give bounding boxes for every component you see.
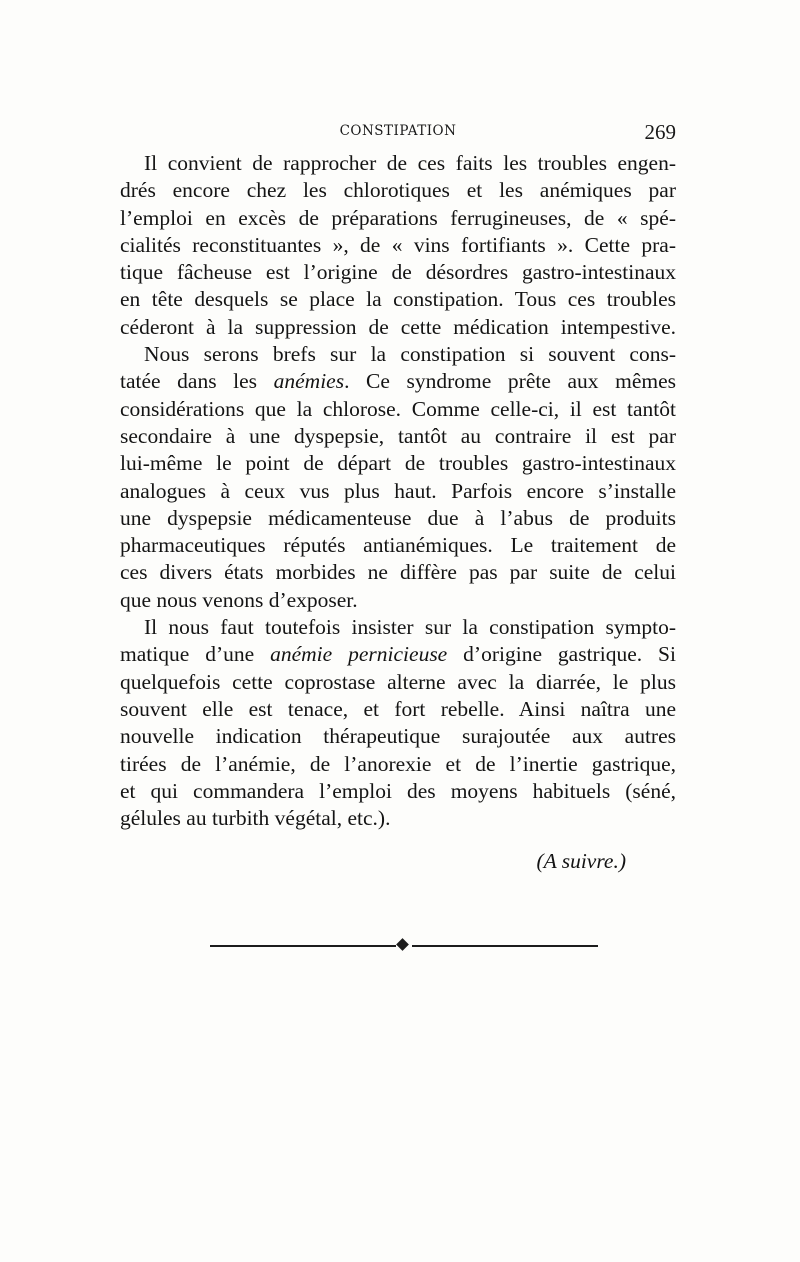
text-line: gélules au turbith végétal, etc.). <box>120 806 391 831</box>
text-run: d’origine gastrique. Si <box>447 642 676 667</box>
to-be-continued: (A suivre.) <box>536 849 626 873</box>
text-line: que nous venons d’exposer. <box>120 587 358 612</box>
paragraph-2 <box>120 341 676 614</box>
text-line: drés encore chez les chlorotiques et les anémiques par <box>120 178 676 203</box>
text-line <box>120 368 676 395</box>
text-run: . Ce syndrome prête aux mêmes <box>344 369 676 394</box>
text-line: nouvelle indication thérapeutique surajoutée aux autres <box>120 724 676 749</box>
italic-term: anémie pernicieuse <box>270 642 448 667</box>
text-line: quelquefois cette coprostase alterne avec la diarrée, le plus <box>120 669 676 694</box>
text-line: une dyspepsie médicamenteuse due à l’abus de produits <box>120 505 676 530</box>
text-line: souvent elle est tenace, et fort rebelle. Ainsi naîtra une <box>120 696 676 721</box>
text-line <box>120 641 676 668</box>
text-line: secondaire à une dyspepsie, tantôt au contraire il est par <box>120 423 676 448</box>
text-line: tique fâcheuse est l’origine de désordres gastro-intestinaux <box>120 260 676 285</box>
page-number: 269 <box>644 120 676 144</box>
text-line: ces divers états morbides ne diffère pas par suite de celui <box>120 560 676 585</box>
text-line: considérations que la chlorose. Comme celle-ci, il est tantôt <box>120 396 676 421</box>
text-run: matique d’une <box>120 642 271 667</box>
paragraph-3 <box>120 614 676 832</box>
diamond-icon <box>396 938 409 951</box>
text-line: analogues à ceux vus plus haut. Parfois encore s’installe <box>120 478 676 503</box>
running-title: CONSTIPATION <box>339 123 457 139</box>
paragraph-1 <box>120 150 676 341</box>
italic-term: anémies <box>273 369 345 394</box>
text-line: cialités reconstituantes », de « vins fortifiants ». Cette pra- <box>120 232 676 257</box>
page-header <box>120 120 676 144</box>
ornament-rule-left <box>210 945 396 947</box>
end-ornament <box>210 936 598 956</box>
text-line: en tête desquels se place la constipation. Tous ces troubles <box>120 287 676 312</box>
text-line: tirées de l’anémie, de l’anorexie et de l’inertie gastrique, <box>120 751 676 776</box>
text-line: Il convient de rapprocher de ces faits les troubles engen- <box>144 151 676 175</box>
text-line: lui-même le point de départ de troubles gastro-intestinaux <box>120 451 676 476</box>
text-line: céderont à la suppression de cette médication intempestive. <box>120 314 676 339</box>
text-line: Il nous faut toutefois insister sur la constipation sympto- <box>144 615 676 640</box>
text-line: l’emploi en excès de préparations ferrugineuses, de « spé- <box>120 205 676 230</box>
body-text <box>120 150 676 832</box>
text-line: et qui commandera l’emploi des moyens habituels (séné, <box>120 778 676 803</box>
text-line: Nous serons brefs sur la constipation si souvent cons- <box>144 342 676 367</box>
ornament-rule-right <box>412 945 598 947</box>
text-run: tatée dans les <box>120 369 274 394</box>
text-line: pharmaceutiques réputés antianémiques. Le traitement de <box>120 533 676 558</box>
